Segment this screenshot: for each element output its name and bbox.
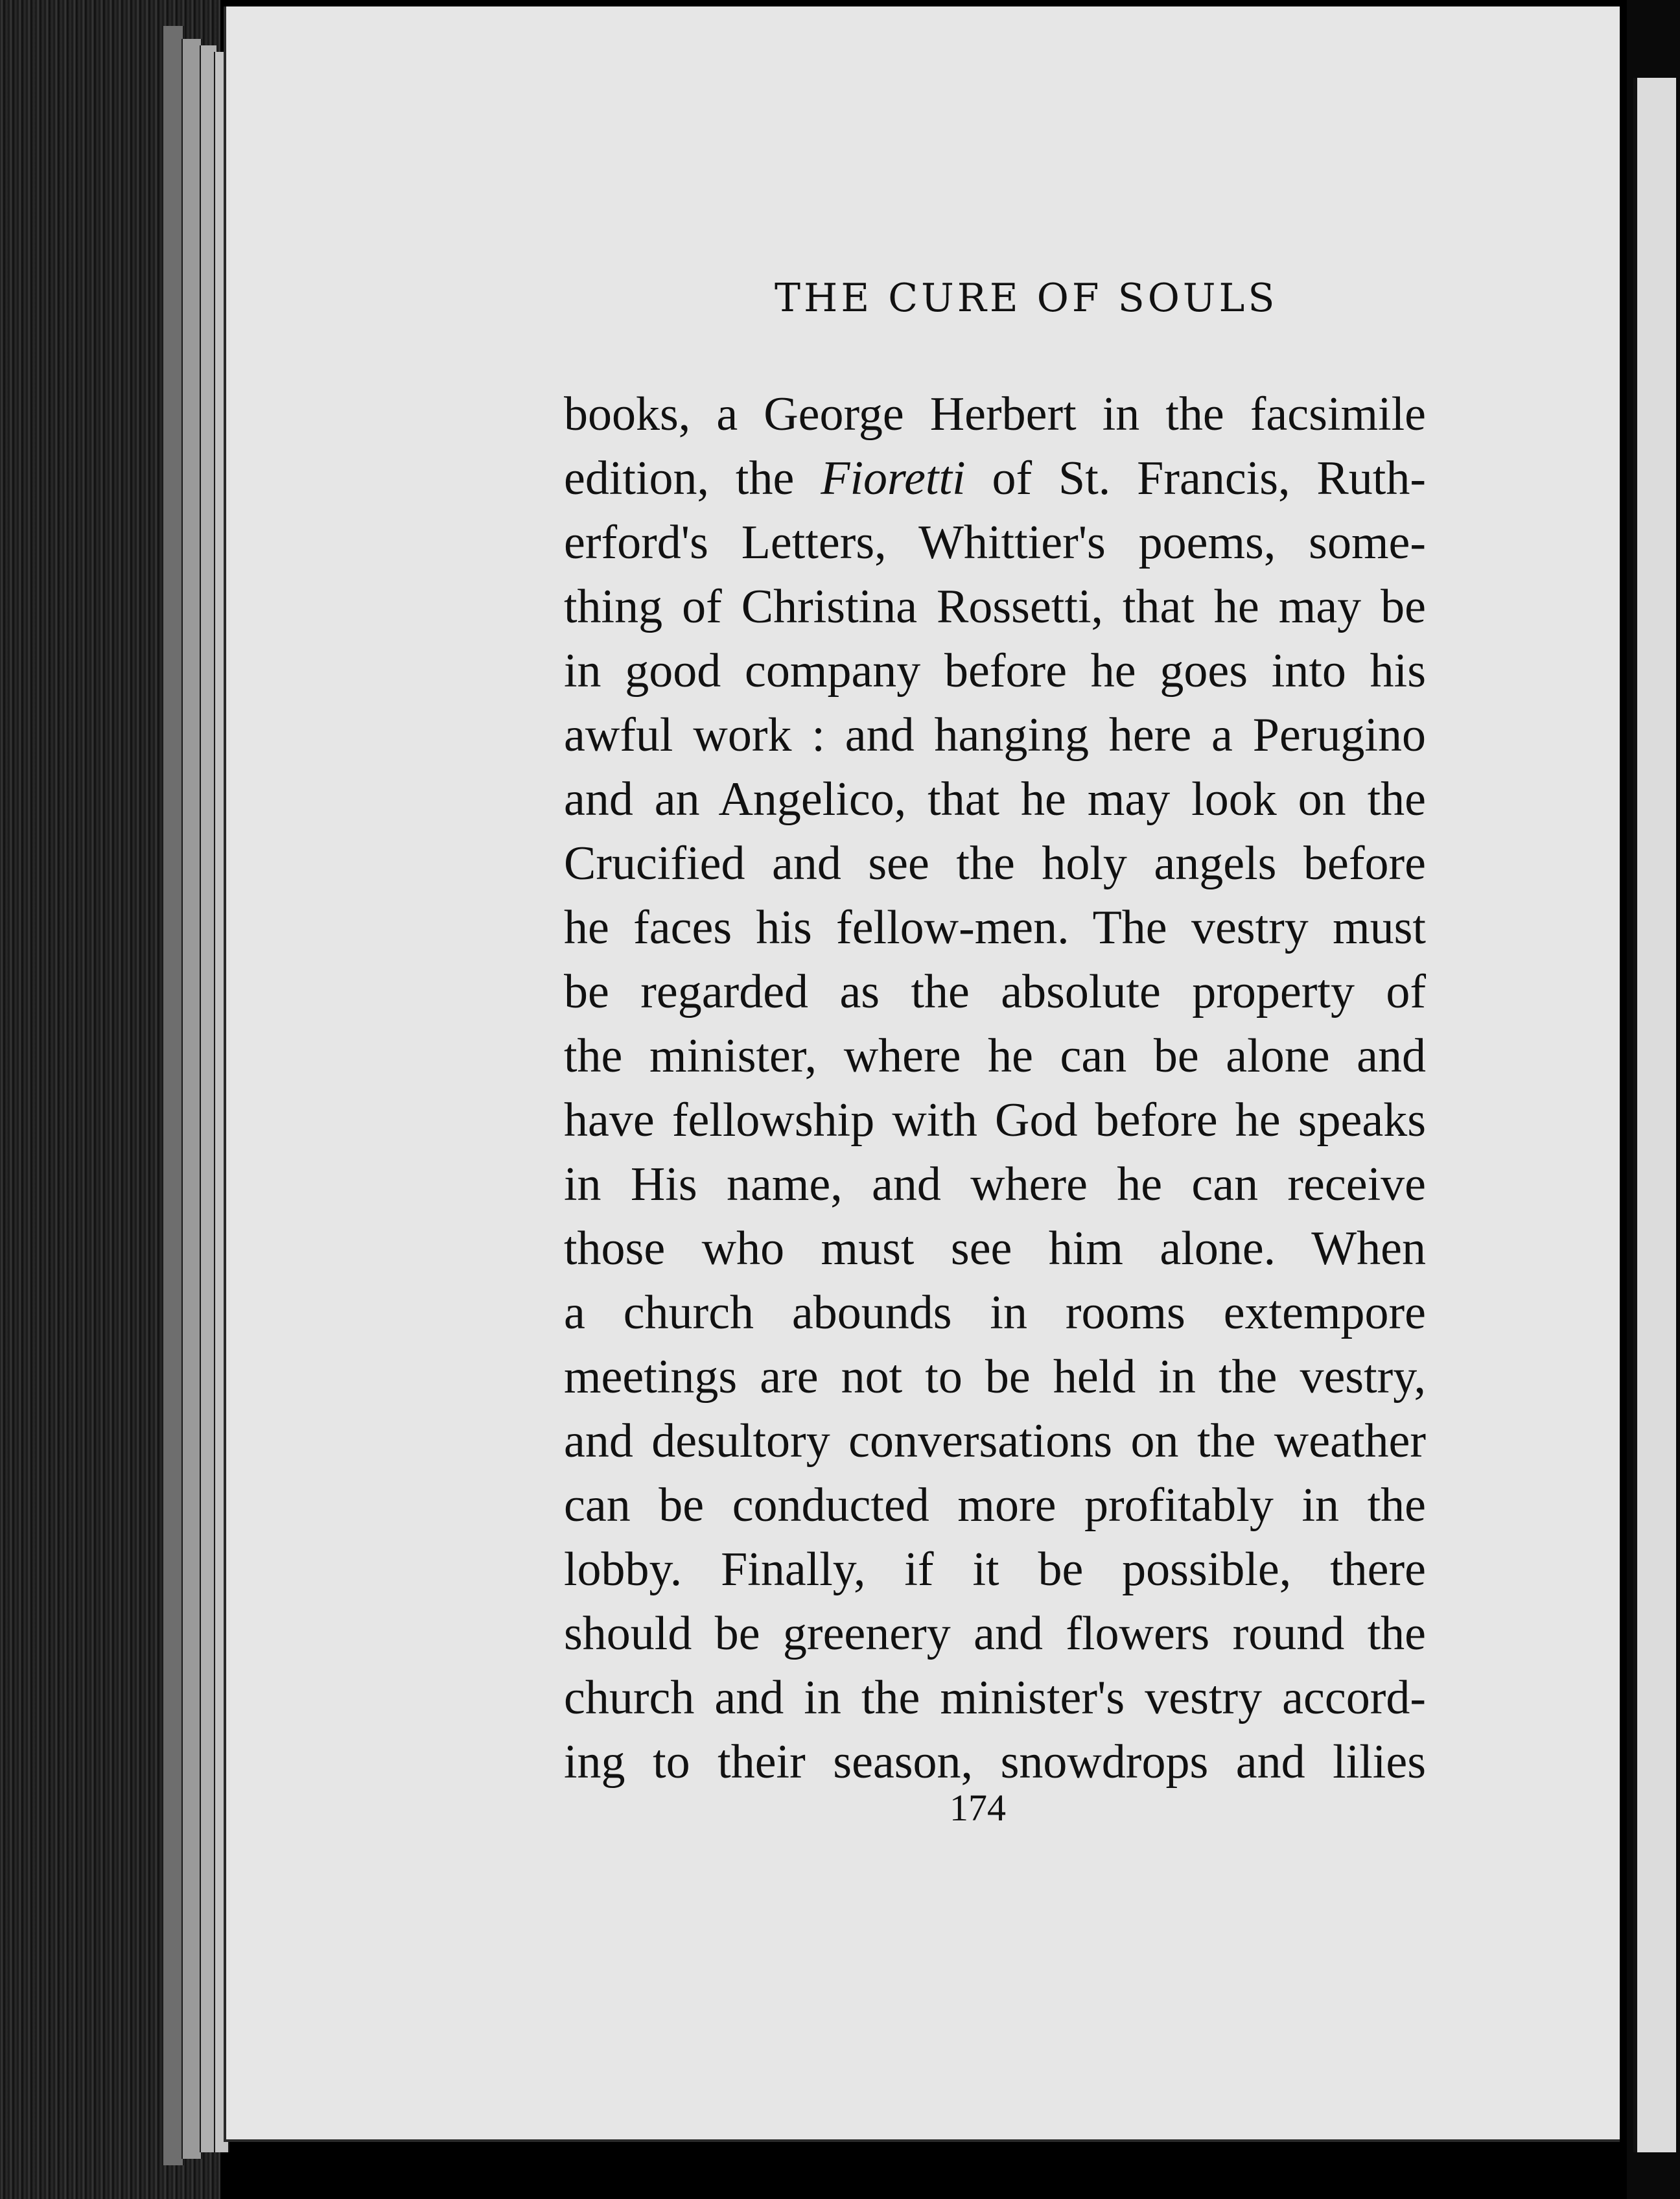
text-line: the minister, where he can be alone and <box>564 1029 1426 1083</box>
text-line: erford's Letters, Whittier's poems, some- <box>564 516 1426 569</box>
text-line: books, a George Herbert in the facsimile <box>564 388 1426 441</box>
text-line: ing to their season, snowdrops and lilies <box>564 1735 1426 1789</box>
text-line: in good company before he goes into his <box>564 644 1426 698</box>
body-text <box>564 382 1426 1794</box>
text-line: he faces his fellow-men. The vestry must <box>564 901 1426 954</box>
text-line: should be greenery and flowers round the <box>564 1607 1426 1660</box>
text-line: thing of Christina Rossetti, that he may be <box>564 580 1426 633</box>
text-line: Crucified and see the holy angels before <box>564 837 1426 890</box>
text-line: awful work : and hanging here a Perugino <box>564 709 1426 762</box>
page-number: 174 <box>950 1787 1006 1829</box>
text-line: church and in the minister's vestry accord- <box>564 1671 1426 1724</box>
text-line-with-italic <box>564 447 1426 511</box>
text-line: those who must see him alone. When <box>564 1222 1426 1275</box>
running-head: THE CURE OF SOULS <box>775 276 1278 321</box>
facing-page-edge <box>1633 78 1676 2152</box>
text-line: can be conducted more profitably in the <box>564 1479 1426 1532</box>
text-line: meetings are not to be held in the vestry, <box>564 1350 1426 1404</box>
text-line: and desultory conversations on the weather <box>564 1415 1426 1468</box>
text-line: have fellowship with God before he speaks <box>564 1094 1426 1147</box>
text-line: in His name, and where he can receive <box>564 1158 1426 1211</box>
text-line: a church abounds in rooms extempore <box>564 1286 1426 1339</box>
text-line: be regarded as the absolute property of <box>564 965 1426 1018</box>
text-line: lobby. Finally, if it be possible, there <box>564 1543 1426 1596</box>
italic-title: Fioretti <box>821 452 966 505</box>
text-segment: edition, the <box>564 452 821 505</box>
text-segment: of St. Francis, Ruth- <box>965 452 1426 505</box>
page-edge-strip <box>162 26 184 2165</box>
text-line: and an Angelico, that he may look on the <box>564 773 1426 826</box>
